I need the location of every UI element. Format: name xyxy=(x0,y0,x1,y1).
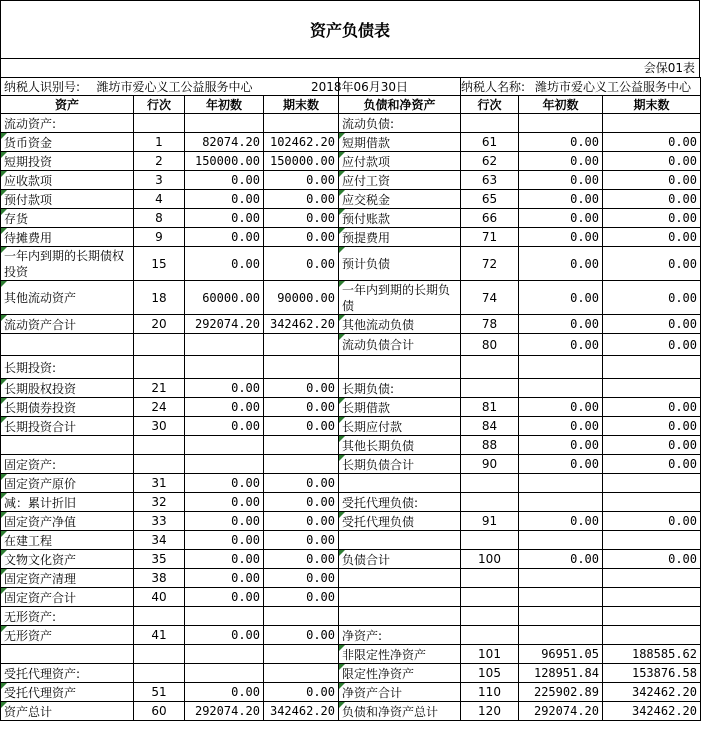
liability-line[interactable]: 84 xyxy=(461,417,519,436)
liability-name[interactable]: 负债合计 xyxy=(339,550,461,569)
liability-end[interactable]: 342462.20 xyxy=(603,683,701,702)
liability-line[interactable]: 105 xyxy=(461,664,519,683)
liability-end[interactable]: 0.00 xyxy=(603,247,701,281)
taxpayer-id-value[interactable] xyxy=(96,78,339,96)
asset-end[interactable] xyxy=(264,436,339,455)
liability-begin[interactable]: 128951.84 xyxy=(519,664,603,683)
liability-name[interactable] xyxy=(339,474,461,493)
report-date[interactable] xyxy=(310,78,461,96)
table-row xyxy=(1,315,701,334)
asset-name[interactable]: 固定资产原价 xyxy=(1,474,134,493)
liability-name[interactable]: 限定性净资产 xyxy=(339,664,461,683)
asset-end[interactable]: 0.00 xyxy=(264,588,339,607)
asset-line[interactable]: 18 xyxy=(134,281,185,315)
liability-begin[interactable] xyxy=(519,607,603,626)
asset-line[interactable]: 3 xyxy=(134,171,185,190)
liability-name[interactable]: 流动负债合计 xyxy=(339,334,461,356)
asset-begin[interactable]: 0.00 xyxy=(185,209,264,228)
asset-end[interactable]: 342462.20 xyxy=(264,702,339,721)
liability-begin[interactable]: 0.00 xyxy=(519,398,603,417)
asset-line[interactable]: 15 xyxy=(134,247,185,281)
taxpayer-id-label[interactable]: 纳税人识别号: xyxy=(1,78,134,96)
liability-line[interactable]: 65 xyxy=(461,190,519,209)
liability-end[interactable]: 0.00 xyxy=(603,133,701,152)
table-row xyxy=(1,702,701,721)
asset-begin[interactable]: 0.00 xyxy=(185,247,264,281)
header-line2: 行次 xyxy=(461,96,519,114)
liability-name[interactable] xyxy=(339,588,461,607)
table-row xyxy=(1,114,701,133)
asset-name[interactable]: 流动资产: xyxy=(1,114,134,133)
asset-line[interactable]: 8 xyxy=(134,209,185,228)
liability-begin[interactable]: 0.00 xyxy=(519,455,603,474)
liability-name[interactable]: 预提费用 xyxy=(339,228,461,247)
taxpayer-name[interactable] xyxy=(461,78,701,96)
asset-name[interactable] xyxy=(1,645,134,664)
liability-line[interactable]: 120 xyxy=(461,702,519,721)
table-row xyxy=(1,356,701,379)
asset-line[interactable]: 1 xyxy=(134,133,185,152)
liability-begin[interactable] xyxy=(519,114,603,133)
asset-begin[interactable]: 0.00 xyxy=(185,171,264,190)
asset-line[interactable] xyxy=(134,356,185,379)
taxpayer-name-label: 纳税人名称: xyxy=(461,80,526,94)
asset-begin[interactable]: 0.00 xyxy=(185,398,264,417)
asset-begin[interactable]: 0.00 xyxy=(185,588,264,607)
table-row xyxy=(1,281,701,315)
asset-begin[interactable]: 292074.20 xyxy=(185,702,264,721)
liability-end[interactable]: 0.00 xyxy=(603,398,701,417)
liability-end[interactable] xyxy=(603,379,701,398)
liability-line[interactable]: 81 xyxy=(461,398,519,417)
asset-end[interactable] xyxy=(264,664,339,683)
liability-begin[interactable] xyxy=(519,493,603,512)
asset-name[interactable]: 无形资产 xyxy=(1,626,134,645)
table-row xyxy=(1,334,701,356)
liability-end[interactable] xyxy=(603,607,701,626)
table-row xyxy=(1,588,701,607)
asset-end[interactable]: 0.00 xyxy=(264,683,339,702)
liability-end[interactable]: 0.00 xyxy=(603,550,701,569)
asset-line[interactable]: 20 xyxy=(134,315,185,334)
asset-end[interactable]: 0.00 xyxy=(264,512,339,531)
liability-begin[interactable] xyxy=(519,588,603,607)
asset-begin[interactable]: 0.00 xyxy=(185,379,264,398)
table-row xyxy=(1,398,701,417)
asset-line[interactable]: 31 xyxy=(134,474,185,493)
liability-line[interactable]: 88 xyxy=(461,436,519,455)
header-begin2: 年初数 xyxy=(519,96,603,114)
taxpayer-id-value-text: 潍坊市爱心义工公益服务中心 xyxy=(96,80,253,94)
table-row xyxy=(1,531,701,550)
asset-begin[interactable]: 0.00 xyxy=(185,569,264,588)
liability-name[interactable]: 长期借款 xyxy=(339,398,461,417)
asset-line[interactable]: 30 xyxy=(134,417,185,436)
liability-begin[interactable] xyxy=(519,569,603,588)
liability-end[interactable] xyxy=(603,588,701,607)
liability-begin[interactable]: 0.00 xyxy=(519,228,603,247)
asset-end[interactable]: 0.00 xyxy=(264,626,339,645)
asset-name[interactable]: 应收款项 xyxy=(1,171,134,190)
table-row xyxy=(1,455,701,474)
asset-line[interactable]: 9 xyxy=(134,228,185,247)
liability-end[interactable]: 153876.58 xyxy=(603,664,701,683)
table-row xyxy=(1,493,701,512)
liability-name[interactable]: 非限定性净资产 xyxy=(339,645,461,664)
asset-line[interactable]: 33 xyxy=(134,512,185,531)
asset-name[interactable]: 长期投资合计 xyxy=(1,417,134,436)
report-date-text: 2018年06月30日 xyxy=(310,80,409,94)
info-row xyxy=(1,78,701,96)
header-row xyxy=(1,96,701,114)
asset-line[interactable] xyxy=(134,607,185,626)
liability-line[interactable] xyxy=(461,626,519,645)
liability-begin[interactable]: 0.00 xyxy=(519,133,603,152)
liability-name[interactable]: 长期负债合计 xyxy=(339,455,461,474)
asset-begin[interactable]: 150000.00 xyxy=(185,152,264,171)
table-row xyxy=(1,607,701,626)
liability-name[interactable]: 应付工资 xyxy=(339,171,461,190)
asset-name[interactable]: 短期投资 xyxy=(1,152,134,171)
liability-line[interactable] xyxy=(461,607,519,626)
liability-line[interactable] xyxy=(461,531,519,550)
liability-line[interactable] xyxy=(461,474,519,493)
liability-line[interactable]: 80 xyxy=(461,334,519,356)
asset-end[interactable]: 0.00 xyxy=(264,474,339,493)
asset-name[interactable]: 一年内到期的长期债权投资 xyxy=(1,247,134,281)
sheet-title: 资产负债表 xyxy=(0,0,700,58)
liability-name[interactable]: 受托代理负债: xyxy=(339,493,461,512)
liability-end[interactable]: 0.00 xyxy=(603,190,701,209)
liability-name[interactable]: 其他流动负债 xyxy=(339,315,461,334)
liability-end[interactable]: 0.00 xyxy=(603,315,701,334)
liability-end[interactable]: 0.00 xyxy=(603,455,701,474)
asset-name[interactable]: 货币资金 xyxy=(1,133,134,152)
liability-name[interactable]: 长期应付款 xyxy=(339,417,461,436)
asset-end[interactable]: 0.00 xyxy=(264,190,339,209)
asset-name[interactable] xyxy=(1,436,134,455)
asset-end[interactable]: 150000.00 xyxy=(264,152,339,171)
table-row xyxy=(1,171,701,190)
asset-name[interactable]: 资产总计 xyxy=(1,702,134,721)
header-liability: 负债和净资产 xyxy=(339,96,461,114)
asset-line[interactable] xyxy=(134,334,185,356)
liability-name[interactable] xyxy=(339,569,461,588)
table-row xyxy=(1,626,701,645)
asset-line[interactable]: 35 xyxy=(134,550,185,569)
table-row xyxy=(1,247,701,281)
table-row xyxy=(1,209,701,228)
liability-line[interactable]: 100 xyxy=(461,550,519,569)
asset-end[interactable]: 0.00 xyxy=(264,398,339,417)
liability-begin[interactable]: 0.00 xyxy=(519,152,603,171)
liability-line[interactable] xyxy=(461,569,519,588)
liability-name[interactable]: 净资产合计 xyxy=(339,683,461,702)
liability-end[interactable]: 342462.20 xyxy=(603,702,701,721)
liability-begin[interactable]: 0.00 xyxy=(519,436,603,455)
liability-line[interactable]: 74 xyxy=(461,281,519,315)
asset-begin[interactable]: 82074.20 xyxy=(185,133,264,152)
table-row xyxy=(1,190,701,209)
liability-line[interactable]: 101 xyxy=(461,645,519,664)
table-row xyxy=(1,569,701,588)
asset-name[interactable]: 预付款项 xyxy=(1,190,134,209)
liability-name[interactable]: 长期负债: xyxy=(339,379,461,398)
liability-begin[interactable] xyxy=(519,531,603,550)
balance-table xyxy=(0,77,701,721)
asset-name[interactable]: 受托代理资产 xyxy=(1,683,134,702)
asset-end[interactable]: 0.00 xyxy=(264,209,339,228)
asset-line[interactable]: 60 xyxy=(134,702,185,721)
asset-end[interactable]: 0.00 xyxy=(264,569,339,588)
asset-name[interactable]: 固定资产净值 xyxy=(1,512,134,531)
liability-line[interactable]: 78 xyxy=(461,315,519,334)
asset-end[interactable] xyxy=(264,607,339,626)
liability-begin[interactable]: 0.00 xyxy=(519,281,603,315)
liability-end[interactable] xyxy=(603,493,701,512)
liability-line[interactable]: 90 xyxy=(461,455,519,474)
table-row xyxy=(1,512,701,531)
table-row xyxy=(1,550,701,569)
liability-end[interactable] xyxy=(603,356,701,379)
liability-end[interactable]: 0.00 xyxy=(603,209,701,228)
liability-begin[interactable]: 96951.05 xyxy=(519,645,603,664)
liability-end[interactable] xyxy=(603,531,701,550)
liability-begin[interactable]: 0.00 xyxy=(519,334,603,356)
asset-begin[interactable]: 0.00 xyxy=(185,417,264,436)
asset-line[interactable]: 32 xyxy=(134,493,185,512)
asset-name[interactable]: 固定资产: xyxy=(1,455,134,474)
table-row xyxy=(1,683,701,702)
asset-end[interactable]: 0.00 xyxy=(264,247,339,281)
liability-line[interactable]: 110 xyxy=(461,683,519,702)
asset-line[interactable]: 40 xyxy=(134,588,185,607)
liability-begin[interactable] xyxy=(519,474,603,493)
liability-begin[interactable]: 0.00 xyxy=(519,190,603,209)
liability-end[interactable]: 0.00 xyxy=(603,334,701,356)
liability-begin[interactable]: 0.00 xyxy=(519,512,603,531)
asset-begin[interactable] xyxy=(185,356,264,379)
asset-end[interactable] xyxy=(264,356,339,379)
asset-name[interactable]: 在建工程 xyxy=(1,531,134,550)
asset-name[interactable]: 受托代理资产: xyxy=(1,664,134,683)
asset-begin[interactable]: 0.00 xyxy=(185,512,264,531)
liability-line[interactable]: 62 xyxy=(461,152,519,171)
liability-name[interactable]: 应交税金 xyxy=(339,190,461,209)
liability-line[interactable] xyxy=(461,114,519,133)
asset-begin[interactable] xyxy=(185,334,264,356)
liability-name[interactable]: 预付账款 xyxy=(339,209,461,228)
liability-line[interactable]: 66 xyxy=(461,209,519,228)
liability-end[interactable]: 0.00 xyxy=(603,171,701,190)
liability-begin[interactable]: 0.00 xyxy=(519,209,603,228)
liability-name[interactable] xyxy=(339,356,461,379)
liability-begin[interactable]: 225902.89 xyxy=(519,683,603,702)
liability-name[interactable]: 短期借款 xyxy=(339,133,461,152)
asset-end[interactable]: 90000.00 xyxy=(264,281,339,315)
liability-begin[interactable] xyxy=(519,379,603,398)
liability-line[interactable]: 71 xyxy=(461,228,519,247)
asset-end[interactable]: 102462.20 xyxy=(264,133,339,152)
liability-begin[interactable]: 0.00 xyxy=(519,315,603,334)
asset-line[interactable]: 24 xyxy=(134,398,185,417)
table-row xyxy=(1,417,701,436)
asset-line[interactable] xyxy=(134,645,185,664)
table-row xyxy=(1,645,701,664)
asset-end[interactable]: 0.00 xyxy=(264,171,339,190)
liability-name[interactable]: 净资产: xyxy=(339,626,461,645)
asset-name[interactable]: 固定资产合计 xyxy=(1,588,134,607)
asset-name[interactable]: 文物文化资产 xyxy=(1,550,134,569)
table-row xyxy=(1,664,701,683)
liability-line[interactable] xyxy=(461,356,519,379)
table-row xyxy=(1,474,701,493)
asset-line[interactable]: 41 xyxy=(134,626,185,645)
asset-begin[interactable] xyxy=(185,664,264,683)
asset-end[interactable]: 0.00 xyxy=(264,228,339,247)
liability-name[interactable]: 一年内到期的长期负债 xyxy=(339,281,461,315)
asset-name[interactable]: 其他流动资产 xyxy=(1,281,134,315)
asset-line[interactable] xyxy=(134,436,185,455)
liability-name[interactable] xyxy=(339,531,461,550)
asset-begin[interactable]: 0.00 xyxy=(185,550,264,569)
table-row xyxy=(1,436,701,455)
asset-name[interactable]: 减：累计折旧 xyxy=(1,493,134,512)
asset-begin[interactable] xyxy=(185,455,264,474)
liability-name[interactable]: 预计负债 xyxy=(339,247,461,281)
liability-end[interactable] xyxy=(603,474,701,493)
header-begin: 年初数 xyxy=(185,96,264,114)
asset-line[interactable]: 34 xyxy=(134,531,185,550)
liability-begin[interactable]: 0.00 xyxy=(519,171,603,190)
liability-line[interactable]: 91 xyxy=(461,512,519,531)
asset-line[interactable] xyxy=(134,114,185,133)
asset-begin[interactable]: 292074.20 xyxy=(185,315,264,334)
table-row xyxy=(1,152,701,171)
liability-begin[interactable]: 0.00 xyxy=(519,417,603,436)
asset-name[interactable]: 无形资产: xyxy=(1,607,134,626)
asset-name[interactable]: 待摊费用 xyxy=(1,228,134,247)
asset-begin[interactable]: 60000.00 xyxy=(185,281,264,315)
liability-begin[interactable] xyxy=(519,626,603,645)
asset-begin[interactable]: 0.00 xyxy=(185,190,264,209)
table-row xyxy=(1,228,701,247)
asset-name[interactable]: 流动资产合计 xyxy=(1,315,134,334)
asset-name[interactable]: 存货 xyxy=(1,209,134,228)
header-line: 行次 xyxy=(134,96,185,114)
asset-begin[interactable]: 0.00 xyxy=(185,474,264,493)
liability-end[interactable] xyxy=(603,114,701,133)
header-end2: 期末数 xyxy=(603,96,701,114)
liability-line[interactable] xyxy=(461,588,519,607)
liability-name[interactable]: 负债和净资产总计 xyxy=(339,702,461,721)
taxpayer-name-value: 潍坊市爱心义工公益服务中心 xyxy=(535,80,692,94)
asset-end[interactable]: 0.00 xyxy=(264,550,339,569)
asset-begin[interactable]: 0.00 xyxy=(185,493,264,512)
asset-begin[interactable]: 0.00 xyxy=(185,683,264,702)
asset-name[interactable]: 长期股权投资 xyxy=(1,379,134,398)
asset-begin[interactable]: 0.00 xyxy=(185,228,264,247)
liability-line[interactable]: 61 xyxy=(461,133,519,152)
form-number: 会保01表 xyxy=(0,58,700,77)
liability-name[interactable]: 流动负债: xyxy=(339,114,461,133)
asset-line[interactable]: 2 xyxy=(134,152,185,171)
liability-end[interactable]: 188585.62 xyxy=(603,645,701,664)
liability-line[interactable] xyxy=(461,379,519,398)
asset-line[interactable]: 21 xyxy=(134,379,185,398)
asset-begin[interactable]: 0.00 xyxy=(185,626,264,645)
asset-begin[interactable]: 0.00 xyxy=(185,531,264,550)
asset-end[interactable]: 0.00 xyxy=(264,531,339,550)
asset-name[interactable]: 长期投资: xyxy=(1,356,134,379)
asset-begin[interactable] xyxy=(185,436,264,455)
liability-begin[interactable]: 0.00 xyxy=(519,247,603,281)
asset-end[interactable]: 0.00 xyxy=(264,417,339,436)
liability-end[interactable]: 0.00 xyxy=(603,436,701,455)
liability-begin[interactable]: 0.00 xyxy=(519,550,603,569)
liability-end[interactable]: 0.00 xyxy=(603,152,701,171)
liability-end[interactable] xyxy=(603,626,701,645)
asset-line[interactable]: 38 xyxy=(134,569,185,588)
liability-end[interactable]: 0.00 xyxy=(603,281,701,315)
asset-end[interactable] xyxy=(264,334,339,356)
asset-end[interactable]: 0.00 xyxy=(264,379,339,398)
asset-line[interactable] xyxy=(134,664,185,683)
liability-end[interactable]: 0.00 xyxy=(603,228,701,247)
liability-line[interactable]: 72 xyxy=(461,247,519,281)
asset-begin[interactable] xyxy=(185,607,264,626)
asset-end[interactable]: 342462.20 xyxy=(264,315,339,334)
liability-name[interactable]: 其他长期负债 xyxy=(339,436,461,455)
asset-name[interactable]: 固定资产清理 xyxy=(1,569,134,588)
asset-name[interactable]: 长期债券投资 xyxy=(1,398,134,417)
header-asset: 资产 xyxy=(1,96,134,114)
table-row xyxy=(1,133,701,152)
liability-begin[interactable]: 292074.20 xyxy=(519,702,603,721)
asset-line[interactable]: 51 xyxy=(134,683,185,702)
asset-end[interactable]: 0.00 xyxy=(264,493,339,512)
liability-name[interactable]: 应付款项 xyxy=(339,152,461,171)
table-row xyxy=(1,379,701,398)
liability-name[interactable]: 受托代理负债 xyxy=(339,512,461,531)
liability-end[interactable]: 0.00 xyxy=(603,512,701,531)
header-end: 期末数 xyxy=(264,96,339,114)
liability-name[interactable] xyxy=(339,607,461,626)
asset-line[interactable] xyxy=(134,455,185,474)
asset-end[interactable] xyxy=(264,114,339,133)
asset-end[interactable] xyxy=(264,455,339,474)
asset-begin[interactable] xyxy=(185,114,264,133)
liability-begin[interactable] xyxy=(519,356,603,379)
asset-begin[interactable] xyxy=(185,645,264,664)
asset-line[interactable]: 4 xyxy=(134,190,185,209)
liability-end[interactable] xyxy=(603,569,701,588)
liability-line[interactable] xyxy=(461,493,519,512)
liability-end[interactable]: 0.00 xyxy=(603,417,701,436)
asset-name[interactable] xyxy=(1,334,134,356)
asset-end[interactable] xyxy=(264,645,339,664)
liability-line[interactable]: 63 xyxy=(461,171,519,190)
